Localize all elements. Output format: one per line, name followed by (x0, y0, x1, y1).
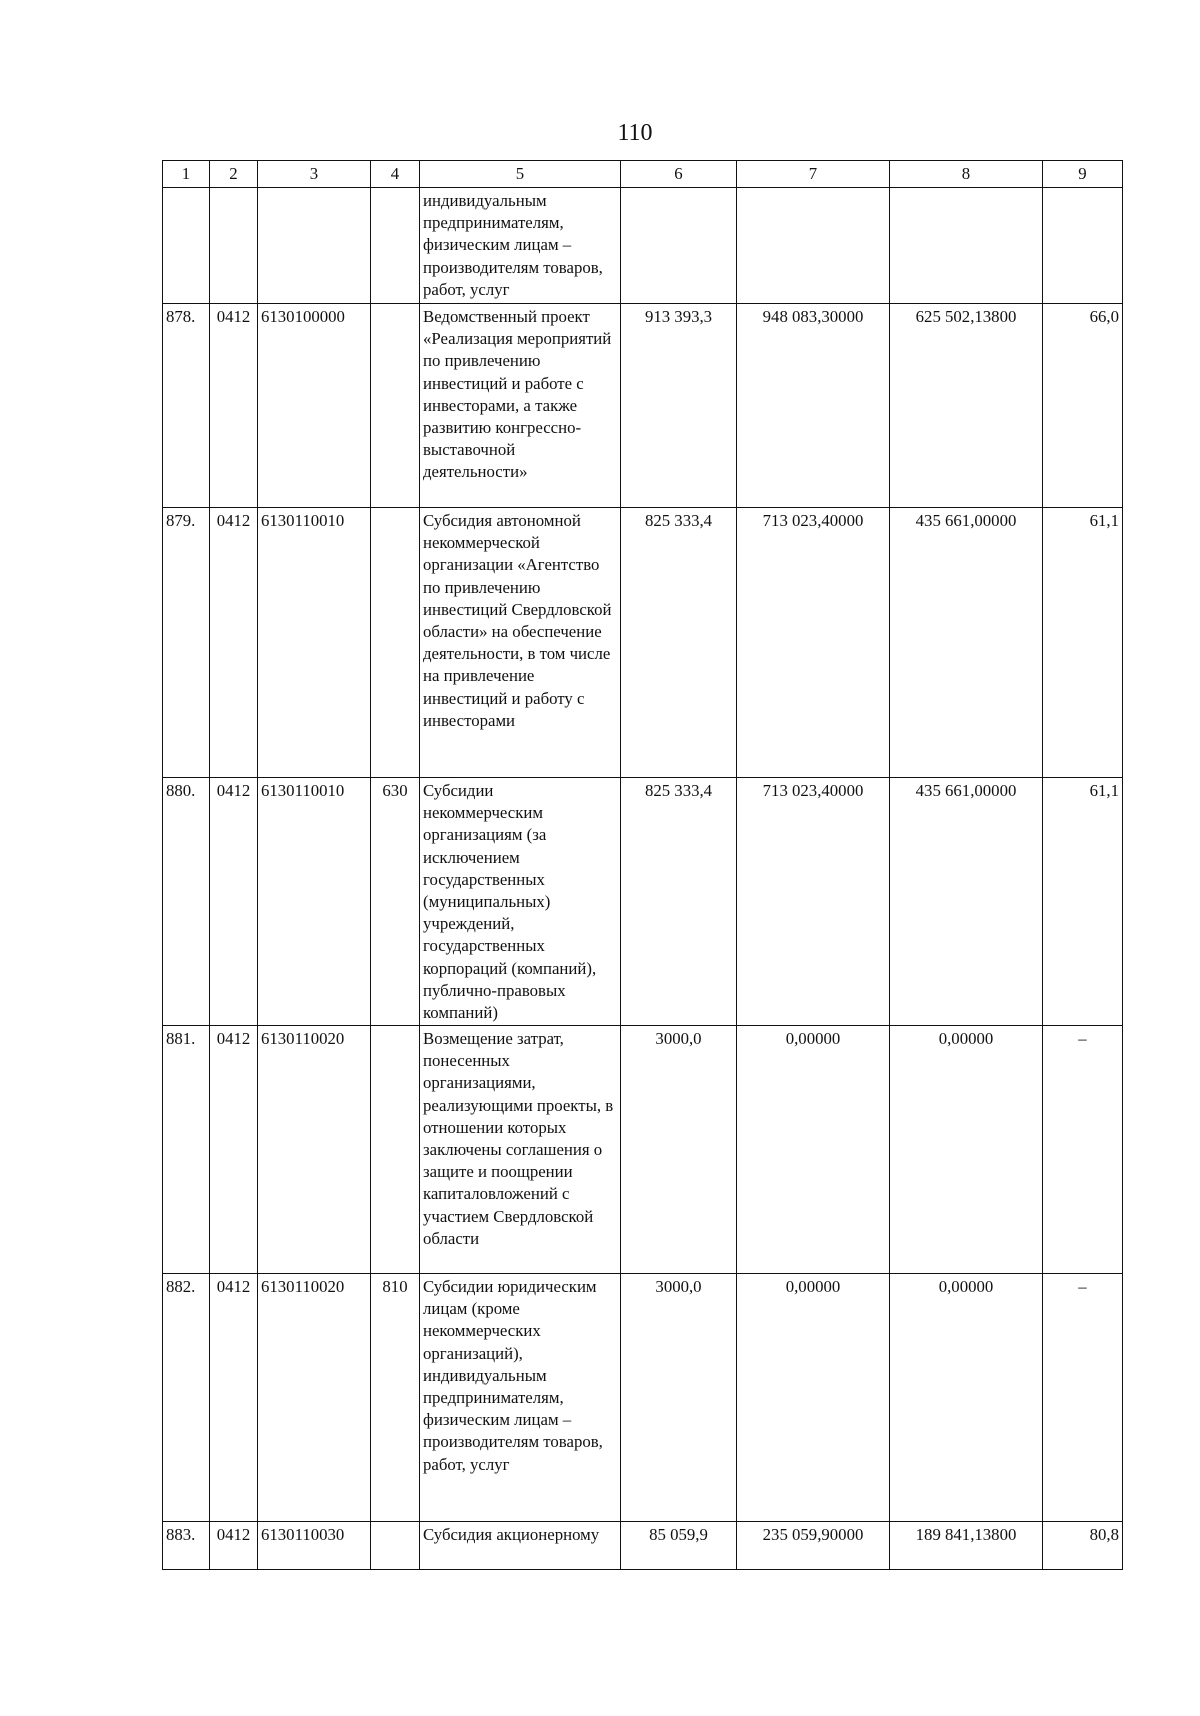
approved-value: 0,00000 (737, 1026, 890, 1274)
header-cell-6: 6 (621, 161, 737, 188)
header-row (163, 161, 1123, 188)
executed-value (890, 188, 1043, 304)
section-code: 0412 (210, 1026, 258, 1274)
table-body (163, 188, 1123, 1570)
expense-type-code: 630 (371, 778, 420, 1026)
target-article-code: 6130110020 (258, 1274, 371, 1522)
percent-value: 66,0 (1043, 304, 1123, 508)
header-cell-7: 7 (737, 161, 890, 188)
table-row (163, 778, 1123, 1026)
section-code (210, 188, 258, 304)
target-article-code: 6130110020 (258, 1026, 371, 1274)
expense-type-code (371, 508, 420, 778)
plan-value: 3000,0 (621, 1274, 737, 1522)
target-article-code: 6130110030 (258, 1522, 371, 1570)
item-name: Возмещение затрат, понесенных организациями, реализующими проекты, в отношении которых заключены соглашения о защите и поощрении капиталовложений с участием Свердловской области (420, 1026, 621, 1274)
section-code: 0412 (210, 304, 258, 508)
page-number: 110 (617, 120, 653, 146)
item-name: Субсидия автономной некоммерческой организации «Агентство по привлечению инвестиций Свердловской области» на обеспечение деятельности, в том числе на привлечение инвестиций и работу с инвесторами (420, 508, 621, 778)
expense-type-code (371, 1026, 420, 1274)
expense-type-code (371, 1522, 420, 1570)
table-row (163, 1274, 1123, 1522)
approved-value: 713 023,40000 (737, 778, 890, 1026)
header-cell-9: 9 (1043, 161, 1123, 188)
table-row (163, 508, 1123, 778)
approved-value: 948 083,30000 (737, 304, 890, 508)
approved-value: 0,00000 (737, 1274, 890, 1522)
expense-type-code (371, 304, 420, 508)
table-row (163, 304, 1123, 508)
row-number: 879. (163, 508, 210, 778)
approved-value: 235 059,90000 (737, 1522, 890, 1570)
executed-value: 435 661,00000 (890, 778, 1043, 1026)
row-number: 881. (163, 1026, 210, 1274)
row-number: 878. (163, 304, 210, 508)
row-number (163, 188, 210, 304)
table-header (163, 161, 1123, 188)
plan-value (621, 188, 737, 304)
executed-value: 435 661,00000 (890, 508, 1043, 778)
item-name: Субсидия акционерному (420, 1522, 621, 1570)
target-article-code (258, 188, 371, 304)
item-name: индивидуальным предпринимателям, физическим лицам – производителям товаров, работ, услуг (420, 188, 621, 304)
percent-value: – (1043, 1026, 1123, 1274)
executed-value: 0,00000 (890, 1026, 1043, 1274)
approved-value: 713 023,40000 (737, 508, 890, 778)
header-cell-4: 4 (371, 161, 420, 188)
table-row (163, 1522, 1123, 1570)
plan-value: 913 393,3 (621, 304, 737, 508)
percent-value (1043, 188, 1123, 304)
row-number: 882. (163, 1274, 210, 1522)
section-code: 0412 (210, 508, 258, 778)
budget-table (162, 160, 1123, 1570)
table-row (163, 188, 1123, 304)
table-row (163, 1026, 1123, 1274)
section-code: 0412 (210, 1274, 258, 1522)
plan-value: 825 333,4 (621, 778, 737, 1026)
expense-type-code: 810 (371, 1274, 420, 1522)
item-name: Субсидии некоммерческим организациям (за исключением государственных (муниципальных) учреждений, государственных корпораций (компаний), публично-правовых компаний) (420, 778, 621, 1026)
executed-value: 189 841,13800 (890, 1522, 1043, 1570)
row-number: 883. (163, 1522, 210, 1570)
header-cell-1: 1 (163, 161, 210, 188)
item-name: Ведомственный проект «Реализация мероприятий по привлечению инвестиций и работе с инвесторами, а также развитию конгрессно-выставочной деятельности» (420, 304, 621, 508)
percent-value: 80,8 (1043, 1522, 1123, 1570)
plan-value: 85 059,9 (621, 1522, 737, 1570)
header-cell-5: 5 (420, 161, 621, 188)
section-code: 0412 (210, 1522, 258, 1570)
expense-type-code (371, 188, 420, 304)
percent-value: 61,1 (1043, 508, 1123, 778)
header-cell-2: 2 (210, 161, 258, 188)
header-cell-3: 3 (258, 161, 371, 188)
percent-value: 61,1 (1043, 778, 1123, 1026)
target-article-code: 6130110010 (258, 508, 371, 778)
plan-value: 3000,0 (621, 1026, 737, 1274)
row-number: 880. (163, 778, 210, 1026)
item-name: Субсидии юридическим лицам (кроме некоммерческих организаций), индивидуальным предпринимателям, физическим лицам – производителям товаров, работ, услуг (420, 1274, 621, 1522)
target-article-code: 6130100000 (258, 304, 371, 508)
plan-value: 825 333,4 (621, 508, 737, 778)
section-code: 0412 (210, 778, 258, 1026)
approved-value (737, 188, 890, 304)
percent-value: – (1043, 1274, 1123, 1522)
target-article-code: 6130110010 (258, 778, 371, 1026)
executed-value: 0,00000 (890, 1274, 1043, 1522)
header-cell-8: 8 (890, 161, 1043, 188)
executed-value: 625 502,13800 (890, 304, 1043, 508)
